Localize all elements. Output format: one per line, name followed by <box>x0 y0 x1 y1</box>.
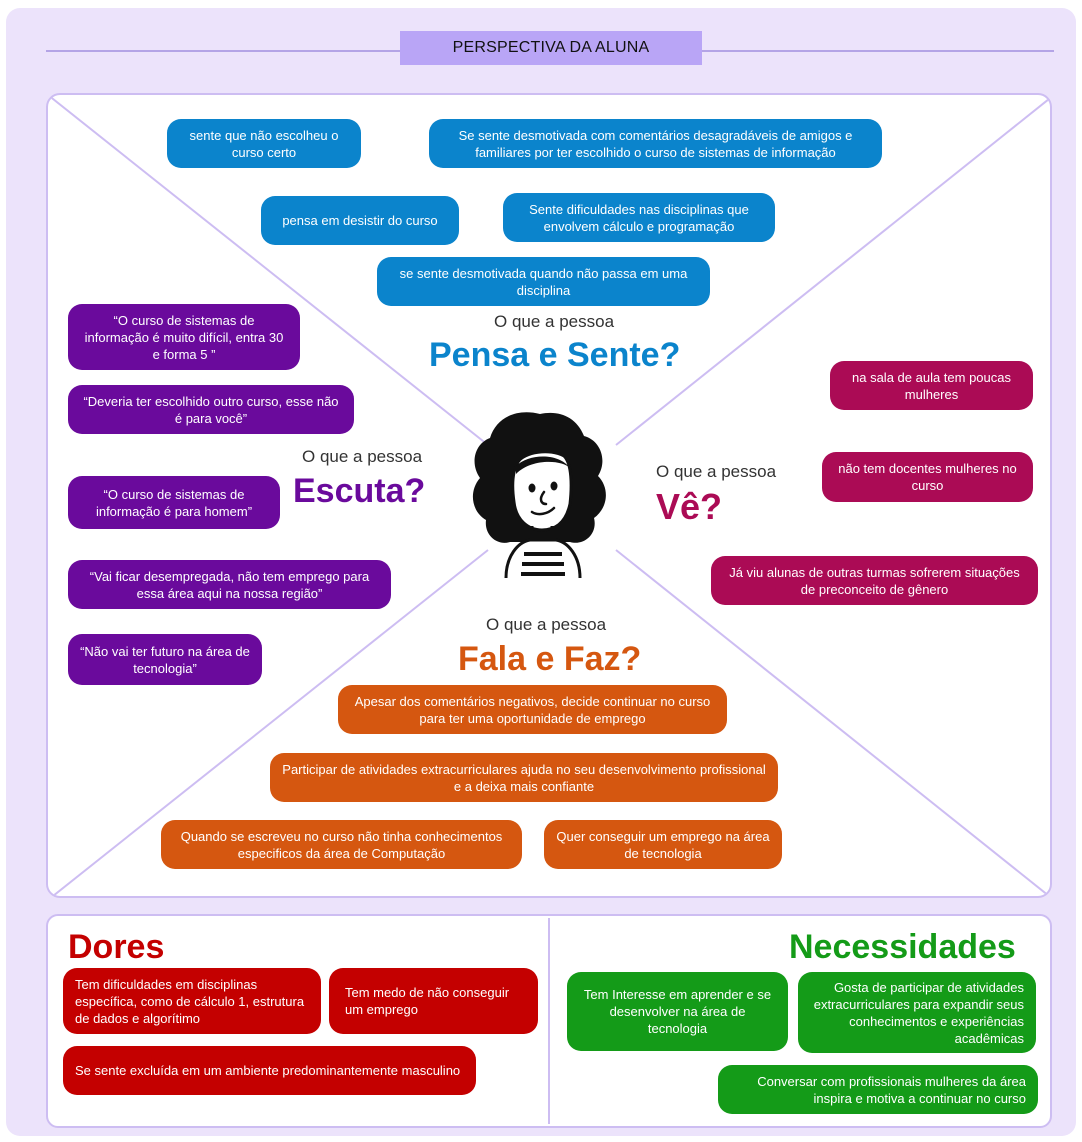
pensa-item-2: Se sente desmotivada com comentários desagradáveis de amigos e familiares por ter escolhido o curso de sistemas de informação <box>429 119 882 168</box>
necessidades-item-1: Tem Interesse em aprender e se desenvolver na área de tecnologia <box>567 972 788 1051</box>
pensa-item-3: pensa em desistir do curso <box>261 196 459 245</box>
ve-prefix: O que a pessoa <box>656 462 777 481</box>
pensa-item-4: Sente dificuldades nas disciplinas que envolvem cálculo e programação <box>503 193 775 242</box>
fala-item-2: Participar de atividades extracurriculares ajuda no seu desenvolvimento profissional e a deixa mais confiante <box>270 753 778 802</box>
dores-item-3: Se sente excluída em um ambiente predominantemente masculino <box>63 1046 476 1095</box>
dores-title: Dores <box>68 928 165 966</box>
escuta-item-4: “Vai ficar desempregada, não tem emprego para essa área aqui na nossa região” <box>68 560 391 609</box>
necessidades-item-2: Gosta de participar de atividades extracurriculares para expandir seus conhecimentos e experiências acadêmicas <box>798 972 1036 1053</box>
escuta-item-5: “Não vai ter futuro na área de tecnologia” <box>68 634 262 685</box>
ve-item-2: não tem docentes mulheres no curso <box>822 452 1033 502</box>
fala-item-3: Quando se escreveu no curso não tinha conhecimentos especificos da área de Computação <box>161 820 522 869</box>
escuta-item-2: “Deveria ter escolhido outro curso, esse não é para você” <box>68 385 354 434</box>
escuta-prefix: O que a pessoa <box>302 447 423 466</box>
ve-item-1: na sala de aula tem poucas mulheres <box>830 361 1033 410</box>
escuta-item-1: “O curso de sistemas de informação é muito difícil, entra 30 e forma 5 ” <box>68 304 300 370</box>
fala-title: Fala e Faz? <box>458 640 642 678</box>
fala-item-4: Quer conseguir um emprego na área de tecnologia <box>544 820 782 869</box>
page-title: PERSPECTIVA DA ALUNA <box>400 31 702 65</box>
dores-item-2: Tem medo de não conseguir um emprego <box>329 968 538 1034</box>
dores-item-1: Tem dificuldades em disciplinas específica, como de cálculo 1, estrutura de dados e algorítimo <box>63 968 321 1034</box>
pensa-item-1: sente que não escolheu o curso certo <box>167 119 361 168</box>
ve-item-3: Já viu alunas de outras turmas sofrerem situações de preconceito de gênero <box>711 556 1038 605</box>
pensa-item-5: se sente desmotivada quando não passa em uma disciplina <box>377 257 710 306</box>
ve-title: Vê? <box>656 486 723 527</box>
necessidades-title: Necessidades <box>789 928 1016 966</box>
header-rule-right <box>702 50 1054 52</box>
necessidades-item-3: Conversar com profissionais mulheres da área inspira e motiva a continuar no curso <box>718 1065 1038 1114</box>
fala-item-1: Apesar dos comentários negativos, decide continuar no curso para ter uma oportunidade de emprego <box>338 685 727 734</box>
fala-prefix: O que a pessoa <box>486 615 607 634</box>
header-rule-left <box>46 50 400 52</box>
escuta-item-3: “O curso de sistemas de informação é para homem” <box>68 476 280 529</box>
pensa-title: Pensa e Sente? <box>429 336 681 374</box>
pains-needs-divider <box>548 918 550 1124</box>
escuta-title: Escuta? <box>293 472 426 510</box>
student-avatar-illustration <box>466 408 614 580</box>
pensa-prefix: O que a pessoa <box>494 312 615 331</box>
